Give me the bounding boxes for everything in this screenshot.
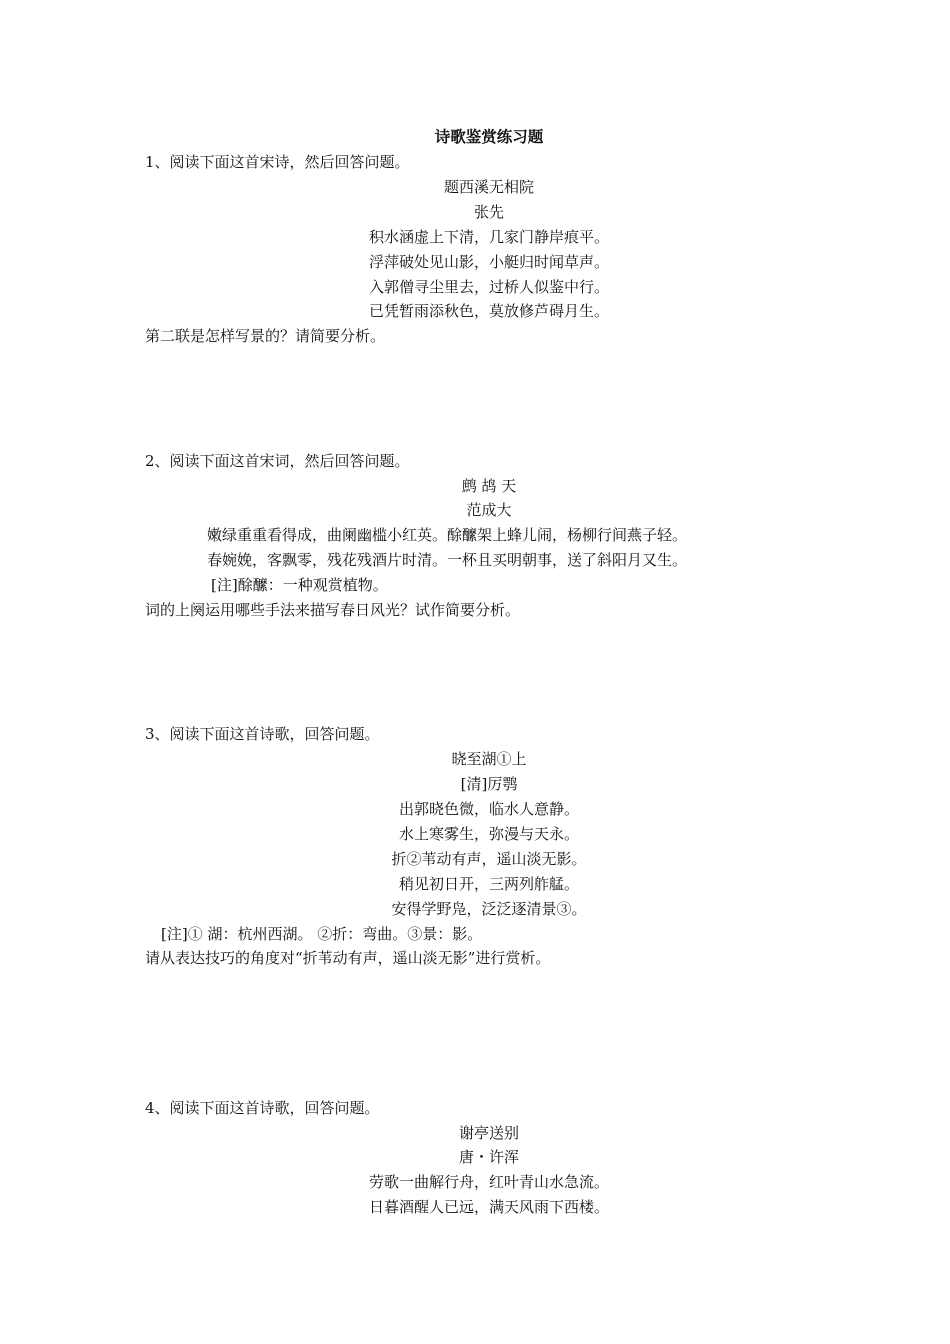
- q3-poem-title: 晓至湖①上: [451, 750, 527, 768]
- q1-poem-line: 已凭暂雨添秋色，莫放修芦碍月生。: [368, 302, 609, 320]
- q1-poem-title: 题西溪无相院: [443, 178, 534, 196]
- q3-poem-line: 安得学野凫，泛泛逐清景③。: [391, 900, 587, 918]
- q4-author: 唐・许浑: [458, 1148, 519, 1166]
- q1-poem-line: 积水涵虚上下清，几家门静岸痕平。: [368, 228, 609, 246]
- q1-prompt: 1、阅读下面这首宋诗，然后回答问题。: [145, 153, 410, 171]
- q3-author: [清]厉鹗: [460, 775, 518, 793]
- q3-poem-line: 折②苇动有声，遥山淡无影。: [391, 850, 587, 868]
- q1-question: 第二联是怎样写景的？请简要分析。: [145, 327, 386, 345]
- q2-question: 词的上阕运用哪些手法来描写春日风光？试作简要分析。: [145, 601, 521, 619]
- q1-author: 张先: [473, 203, 504, 221]
- q2-author: 范成大: [466, 501, 512, 519]
- q3-poem-line: 出郭晓色微，临水人意静。: [398, 800, 579, 818]
- q4-prompt: 4、阅读下面这首诗歌，回答问题。: [145, 1099, 380, 1117]
- q4-poem-line: 劳歌一曲解行舟，红叶青山水急流。: [368, 1173, 609, 1191]
- q3-prompt: 3、阅读下面这首诗歌，回答问题。: [145, 725, 380, 743]
- q3-poem-line: 稍见初日开，三两列舴艋。: [398, 875, 579, 893]
- document-title: 诗歌鉴赏练习题: [434, 127, 544, 146]
- q2-poem-line: 春婉娩，客飘零，残花残酒片时清。一杯且买明朝事，送了斜阳月又生。: [207, 551, 688, 569]
- q3-question: 请从表达技巧的角度对“折苇动有声，遥山淡无影”进行赏析。: [145, 949, 551, 967]
- q3-note: [注]① 湖：杭州西湖。 ②折：弯曲。③景：影。: [161, 925, 483, 943]
- q2-note: [注]酴醿：一种观赏植物。: [211, 576, 388, 594]
- q1-poem-line: 入郭僧寻尘里去，过桥人似鉴中行。: [368, 278, 609, 296]
- q2-poem-title: 鹧 鸪 天: [461, 477, 517, 495]
- q4-poem-title: 谢亭送别: [458, 1124, 519, 1142]
- q2-poem-line: 嫩绿重重看得成，曲阑幽槛小红英。酴醿架上蜂儿闹，杨柳行间燕子轻。: [207, 526, 688, 544]
- q1-poem-line: 浮萍破处见山影，小艇归时闻草声。: [368, 253, 609, 271]
- q3-poem-line: 水上寒雾生，弥漫与天永。: [398, 825, 579, 843]
- q4-poem-line: 日暮酒醒人已远，满天风雨下西楼。: [368, 1198, 609, 1216]
- q2-prompt: 2、阅读下面这首宋词，然后回答问题。: [145, 452, 410, 470]
